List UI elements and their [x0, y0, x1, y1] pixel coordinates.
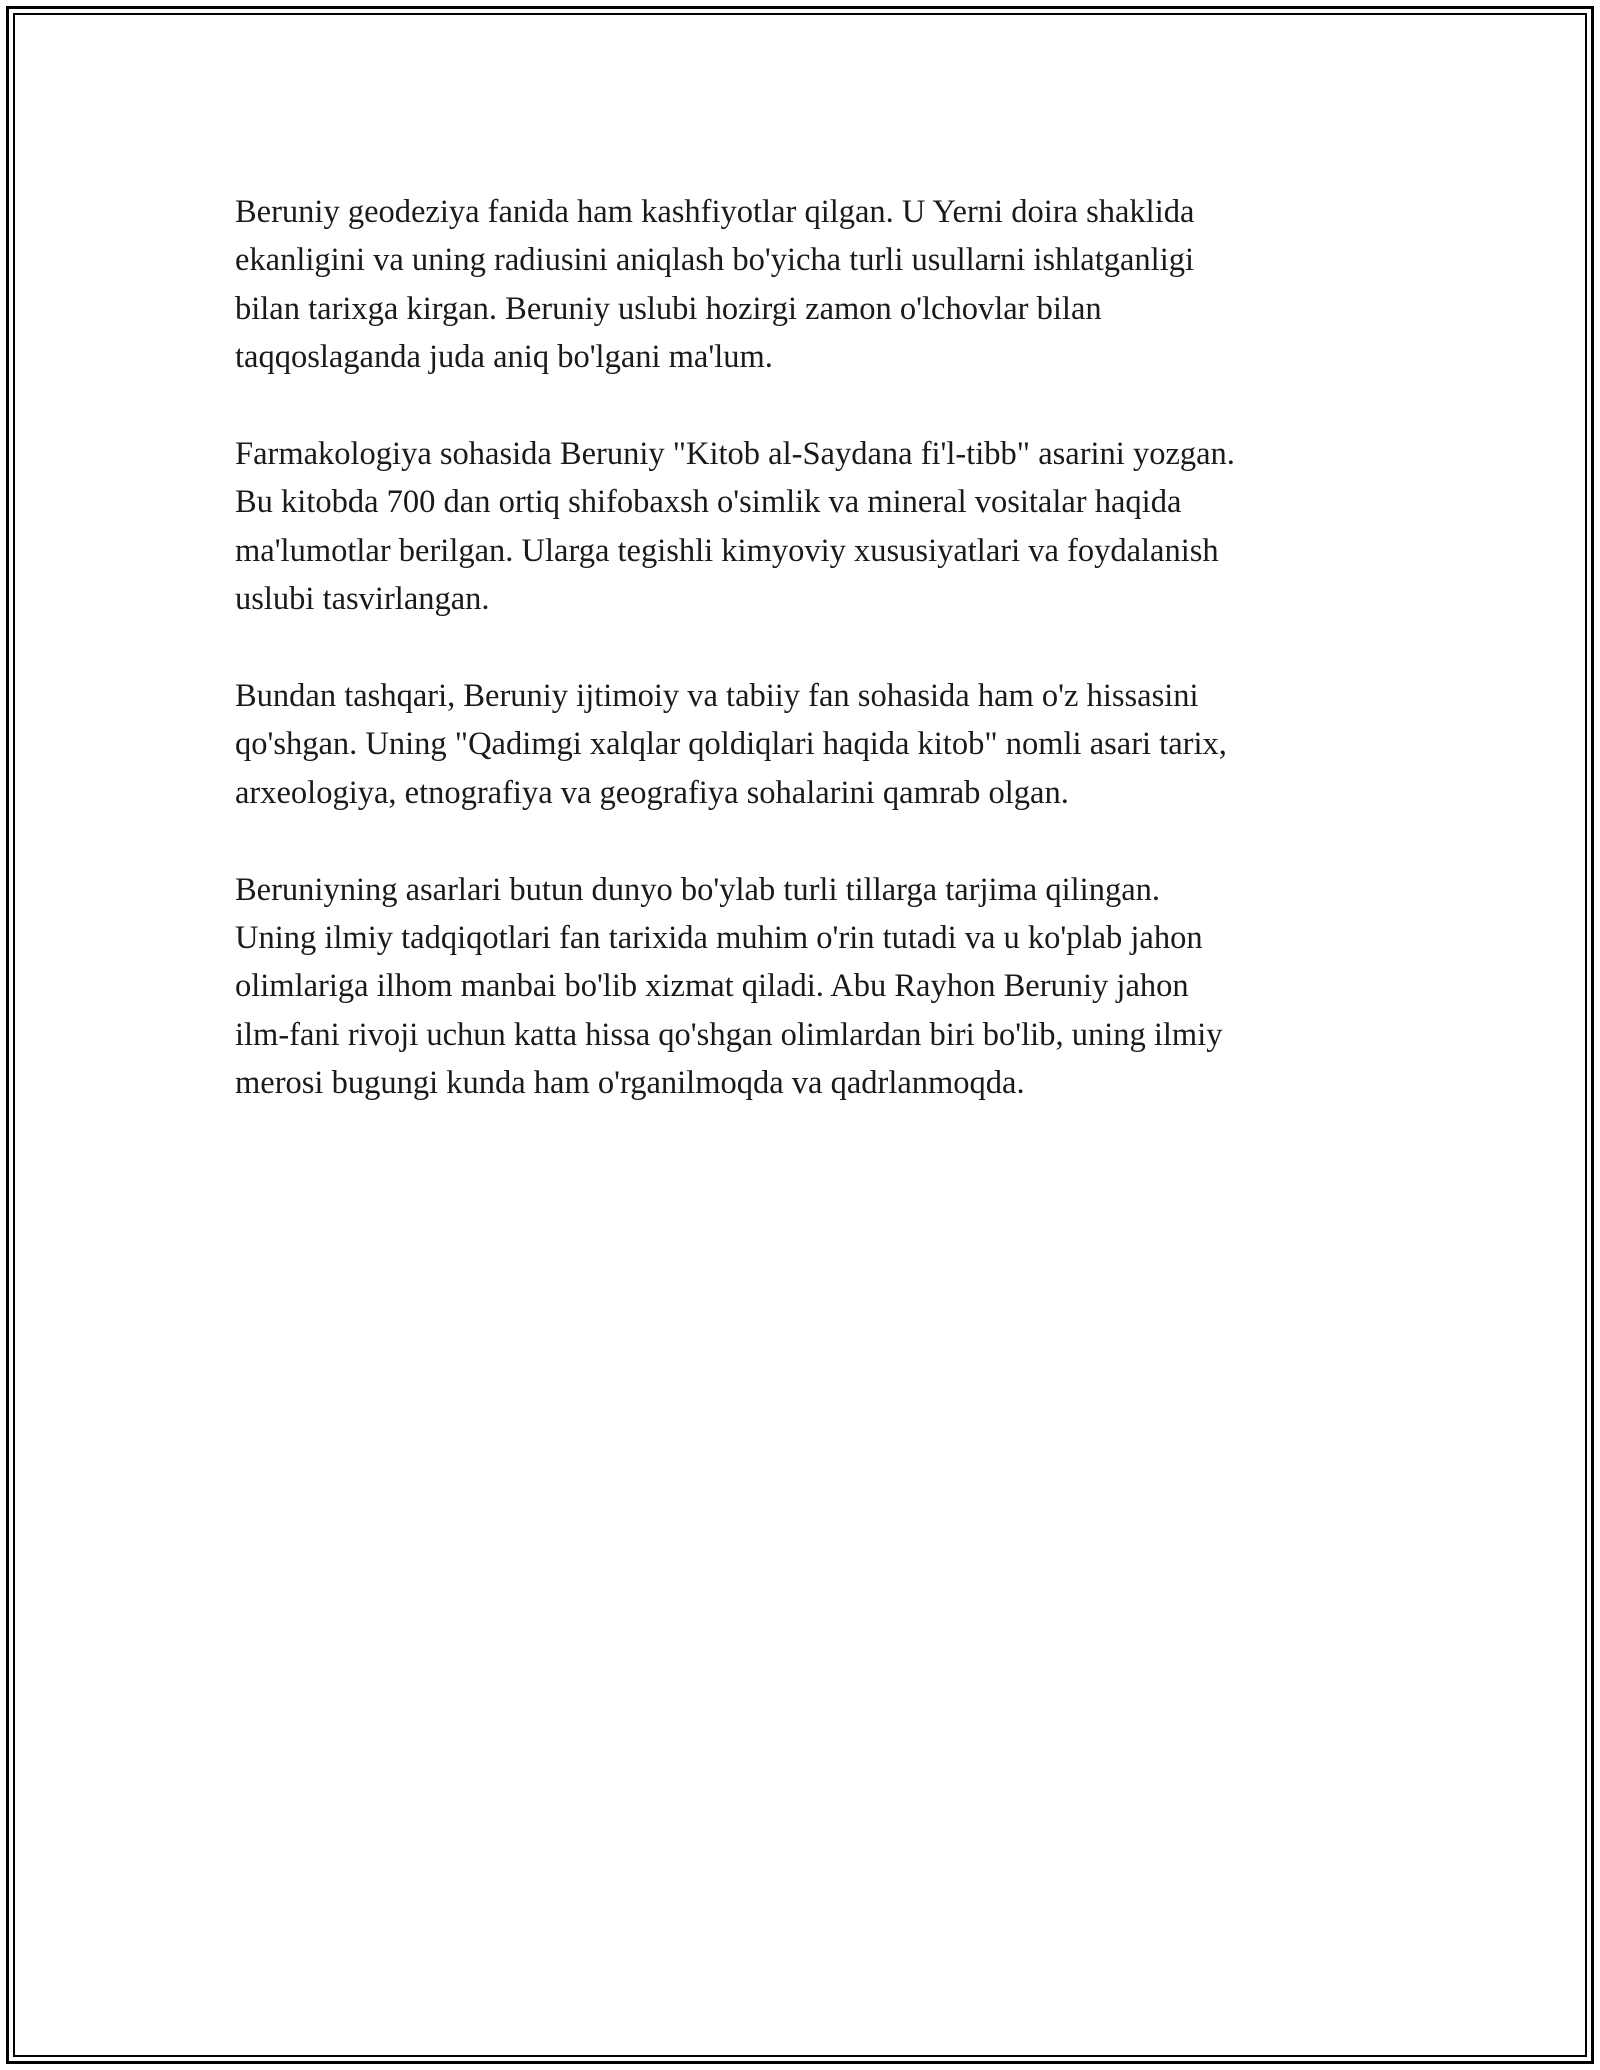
- text-line: uslubi tasvirlangan.: [235, 581, 490, 618]
- text-line: taqqoslaganda juda aniq bo'lgani ma'lum.: [235, 339, 773, 376]
- paragraph-legacy: [235, 866, 1385, 1108]
- text-line: bilan tarixga kirgan. Beruniy uslubi hozirgi zamon o'lchovlar bilan: [235, 290, 1102, 327]
- paragraph-pharmacology: [235, 430, 1385, 624]
- paragraph-social-sciences: [235, 672, 1385, 817]
- text-line: ma'lumotlar berilgan. Ularga tegishli kimyoviy xususiyatlari va foydalanish: [235, 532, 1219, 569]
- text-line: Beruniyning asarlari butun dunyo bo'ylab turli tillarga tarjima qilingan.: [235, 871, 1160, 908]
- text-line: qo'shgan. Uning "Qadimgi xalqlar qoldiqlari haqida kitob" nomli asari tarix,: [235, 726, 1227, 763]
- text-line: Bu kitobda 700 dan ortiq shifobaxsh o'simlik va mineral vositalar haqida: [235, 484, 1182, 521]
- text-line: Farmakologiya sohasida Beruniy "Kitob al-Saydana fi'l-tibb" asarini yozgan.: [235, 436, 1235, 473]
- text-line: Bundan tashqari, Beruniy ijtimoiy va tabiiy fan sohasida ham o'z hissasini: [235, 678, 1199, 715]
- text-line: arxeologiya, etnografiya va geografiya sohalarini qamrab olgan.: [235, 774, 1069, 811]
- text-line: ilm-fani rivoji uchun katta hissa qo'shgan olimlardan biri bo'lib, uning ilmiy: [235, 1016, 1223, 1053]
- text-line: merosi bugungi kunda ham o'rganilmoqda va qadrlanmoqda.: [235, 1065, 1025, 1102]
- text-line: ekanligini va uning radiusini aniqlash bo'yicha turli usullarni ishlatganligi: [235, 242, 1195, 279]
- document-body: [235, 188, 1385, 1156]
- text-line: Beruniy geodeziya fanida ham kashfiyotlar qilgan. U Yerni doira shaklida: [235, 194, 1195, 230]
- text-line: Uning ilmiy tadqiqotlari fan tarixida muhim o'rin tutadi va u ko'plab jahon: [235, 920, 1203, 957]
- text-line: olimlariga ilhom manbai bo'lib xizmat qiladi. Abu Rayhon Beruniy jahon: [235, 968, 1189, 1005]
- paragraph-geodesy: [235, 188, 1385, 382]
